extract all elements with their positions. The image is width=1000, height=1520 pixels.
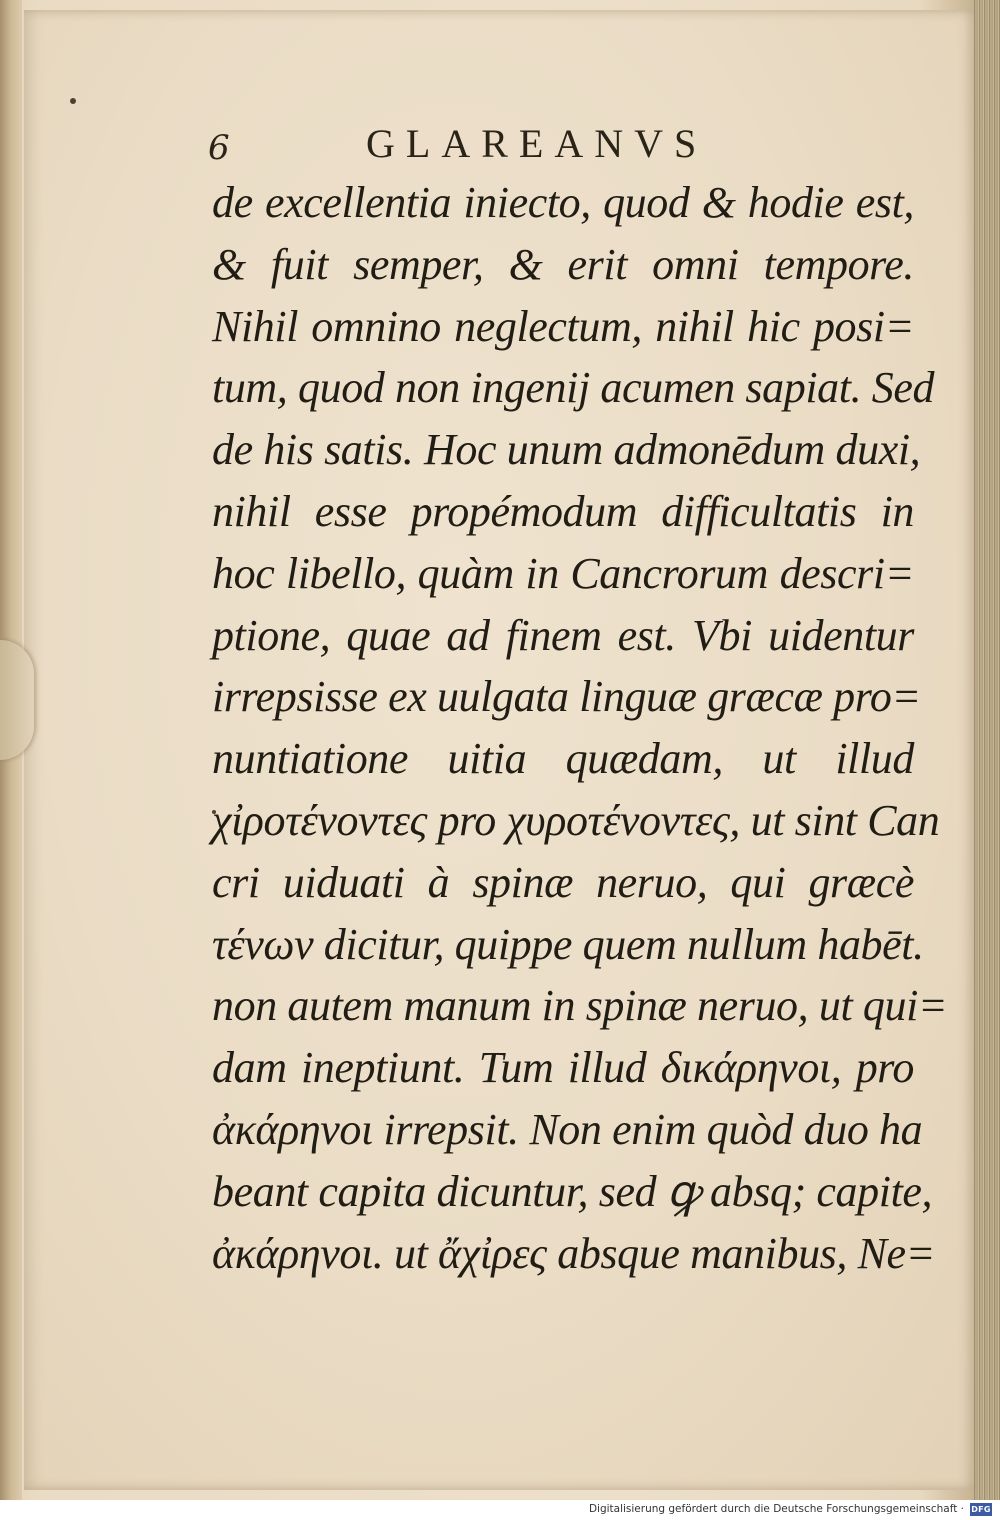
- page-number: 6: [208, 128, 230, 168]
- text-line: cri uiduati à spinæ neruo, qui græcè: [212, 857, 914, 907]
- text-line: dam ineptiunt. Tum illud δικάρηνοι, pro: [212, 1043, 914, 1093]
- body-text: [212, 172, 948, 1284]
- text-line: de his satis. Hoc unum admonēdum duxi,: [212, 425, 921, 475]
- text-line: ἀκάρηνοι. ut ἄχἰρες absque manibus, Ne=: [212, 1228, 935, 1278]
- dfg-logo: DFG: [971, 1505, 991, 1514]
- text-line: ἀκάρηνοι irrepsit. Non enim quòd duo ha: [212, 1104, 923, 1154]
- text-line: hoc libello, quàm in Cancrorum descri=: [212, 548, 914, 598]
- text-line: beant capita dicuntur, sed ꝙ absq; capite,: [212, 1166, 933, 1216]
- clasp-tab: [0, 640, 34, 760]
- text-line: nihil esse propémodum difficultatis in: [212, 486, 914, 536]
- text-line: Nihil omnino neglectum, nihil hic posi=: [212, 301, 914, 351]
- text-line: & fuit semper, & erit omni tempore.: [212, 239, 914, 289]
- page-header: [208, 120, 768, 174]
- footer-bar: [0, 1500, 1000, 1520]
- text-line: non autem manum in spinæ neruo, ut qui=: [212, 981, 948, 1031]
- funding-credit: Digitalisierung gefördert durch die Deutsche Forschungsgemeinschaft ·: [588, 1503, 964, 1515]
- text-line: tum, quod non ingenij acumen sapiat. Sed: [212, 363, 935, 413]
- text-line: ptione, quae ad finem est. Vbi uidentur: [212, 610, 914, 660]
- ink-speck: [70, 98, 76, 104]
- text-line: τένων dicitur, quippe quem nullum habēt.: [212, 919, 924, 969]
- fore-edge: [974, 0, 1000, 1500]
- running-head: GLAREANVS: [366, 121, 708, 166]
- text-line: nuntiatione uitia quædam, ut illud: [212, 734, 914, 784]
- text-line: de excellentia iniecto, quod & hodie est,: [212, 178, 914, 227]
- text-line: irrepsisse ex uulgata linguæ græcæ pro=: [212, 672, 921, 722]
- text-line: χἰροτένοντες pro χυροτένοντες, ut sint Can: [212, 795, 940, 845]
